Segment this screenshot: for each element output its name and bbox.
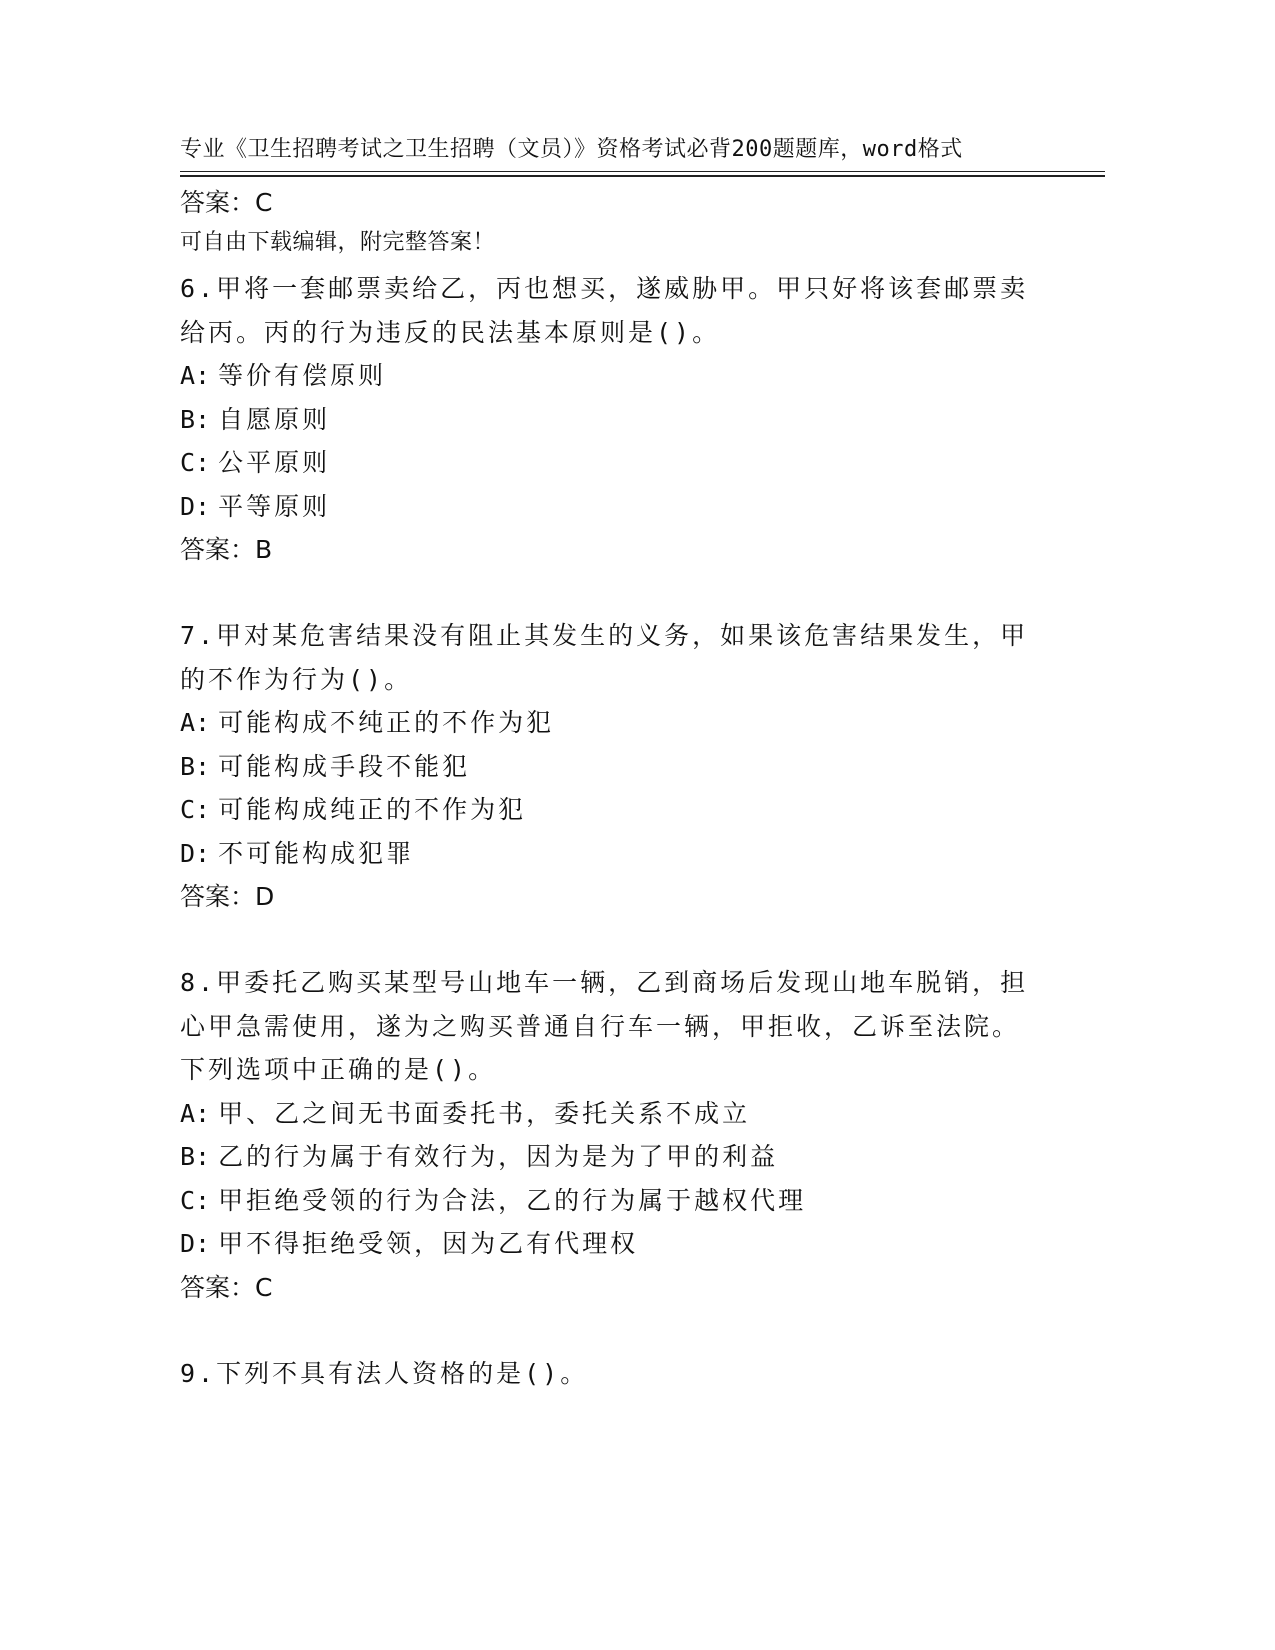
option-label: C: (180, 795, 211, 824)
question-6-option-b (180, 398, 1040, 442)
option-text: 甲、乙之间无书面委托书，委托关系不成立 (218, 1098, 751, 1128)
spacer (180, 224, 1040, 267)
option-text: 平等原则 (218, 491, 331, 521)
header-line-2: 可自由下载编辑，附完整答案！ (180, 230, 496, 255)
header-divider-thin (180, 171, 1105, 172)
question-8-option-a (180, 1092, 1040, 1136)
option-label: C: (180, 448, 211, 477)
option-label: A: (180, 1098, 211, 1128)
answer-q7: 答案：D (180, 882, 275, 911)
answer-q5: 答案：C (180, 188, 273, 217)
option-label: C: (180, 1185, 211, 1215)
option-text: 公平原则 (218, 448, 331, 477)
option-label: A: (180, 708, 211, 737)
question-8 (180, 961, 1040, 1309)
question-7-stem-line-2: 的不作为行为()。 (180, 664, 413, 694)
question-9-stem-line-1: 9.下列不具有法人资格的是()。 (180, 1358, 589, 1388)
question-8-stem-line-2: 心甲急需使用，遂为之购买普通自行车一辆，甲拒收，乙诉至法院。 (180, 1011, 1021, 1041)
spacer (180, 918, 1040, 961)
question-6-option-c (180, 441, 1040, 485)
question-8-stem-line-3: 下列选项中正确的是()。 (180, 1055, 497, 1084)
question-7-option-a (180, 701, 1040, 745)
question-7-option-d (180, 832, 1040, 876)
question-7 (180, 614, 1040, 918)
answer-q6: 答案：B (180, 535, 273, 564)
question-8-option-c (180, 1179, 1040, 1223)
question-7-stem-line-1: 7.甲对某危害结果没有阻止其发生的义务，如果该危害结果发生，甲 (180, 621, 1029, 650)
spacer (180, 1309, 1040, 1352)
option-text: 自愿原则 (218, 404, 331, 434)
option-label: B: (180, 404, 211, 434)
spacer (180, 571, 1040, 614)
option-text: 不可能构成犯罪 (218, 838, 415, 868)
option-text: 可能构成手段不能犯 (218, 751, 471, 781)
question-8-option-b (180, 1135, 1040, 1179)
header-line-1: 专业《卫生招聘考试之卫生招聘（文员）》资格考试必背200题题库，word格式 (180, 137, 963, 162)
option-label: B: (180, 1142, 211, 1171)
option-label: D: (180, 838, 211, 868)
question-6-stem-line-2: 给丙。丙的行为违反的民法基本原则是()。 (180, 317, 721, 347)
question-7-option-b (180, 745, 1040, 789)
question-8-option-d (180, 1222, 1040, 1266)
header-divider-thick (180, 175, 1105, 177)
option-text: 甲不得拒绝受领，因为乙有代理权 (218, 1229, 639, 1258)
option-label: D: (180, 1229, 211, 1258)
option-text: 乙的行为属于有效行为，因为是为了甲的利益 (218, 1142, 779, 1171)
option-text: 可能构成纯正的不作为犯 (218, 795, 527, 824)
option-label: B: (180, 751, 211, 781)
question-9 (180, 1352, 1040, 1396)
option-label: D: (180, 491, 211, 521)
answer-q8: 答案：C (180, 1272, 273, 1302)
option-text: 可能构成不纯正的不作为犯 (218, 708, 555, 737)
question-6-stem-line-1: 6.甲将一套邮票卖给乙，丙也想买，遂威胁甲。甲只好将该套邮票卖 (180, 274, 1029, 303)
option-text: 甲拒绝受领的行为合法，乙的行为属于越权代理 (218, 1185, 807, 1215)
option-text: 等价有偿原则 (218, 361, 387, 390)
document-body (180, 181, 1040, 1395)
question-7-option-c (180, 788, 1040, 832)
option-label: A: (180, 361, 211, 390)
question-6 (180, 267, 1040, 571)
question-6-option-d (180, 485, 1040, 529)
question-6-option-a (180, 354, 1040, 398)
question-8-stem-line-1: 8.甲委托乙购买某型号山地车一辆，乙到商场后发现山地车脱销，担 (180, 968, 1029, 997)
